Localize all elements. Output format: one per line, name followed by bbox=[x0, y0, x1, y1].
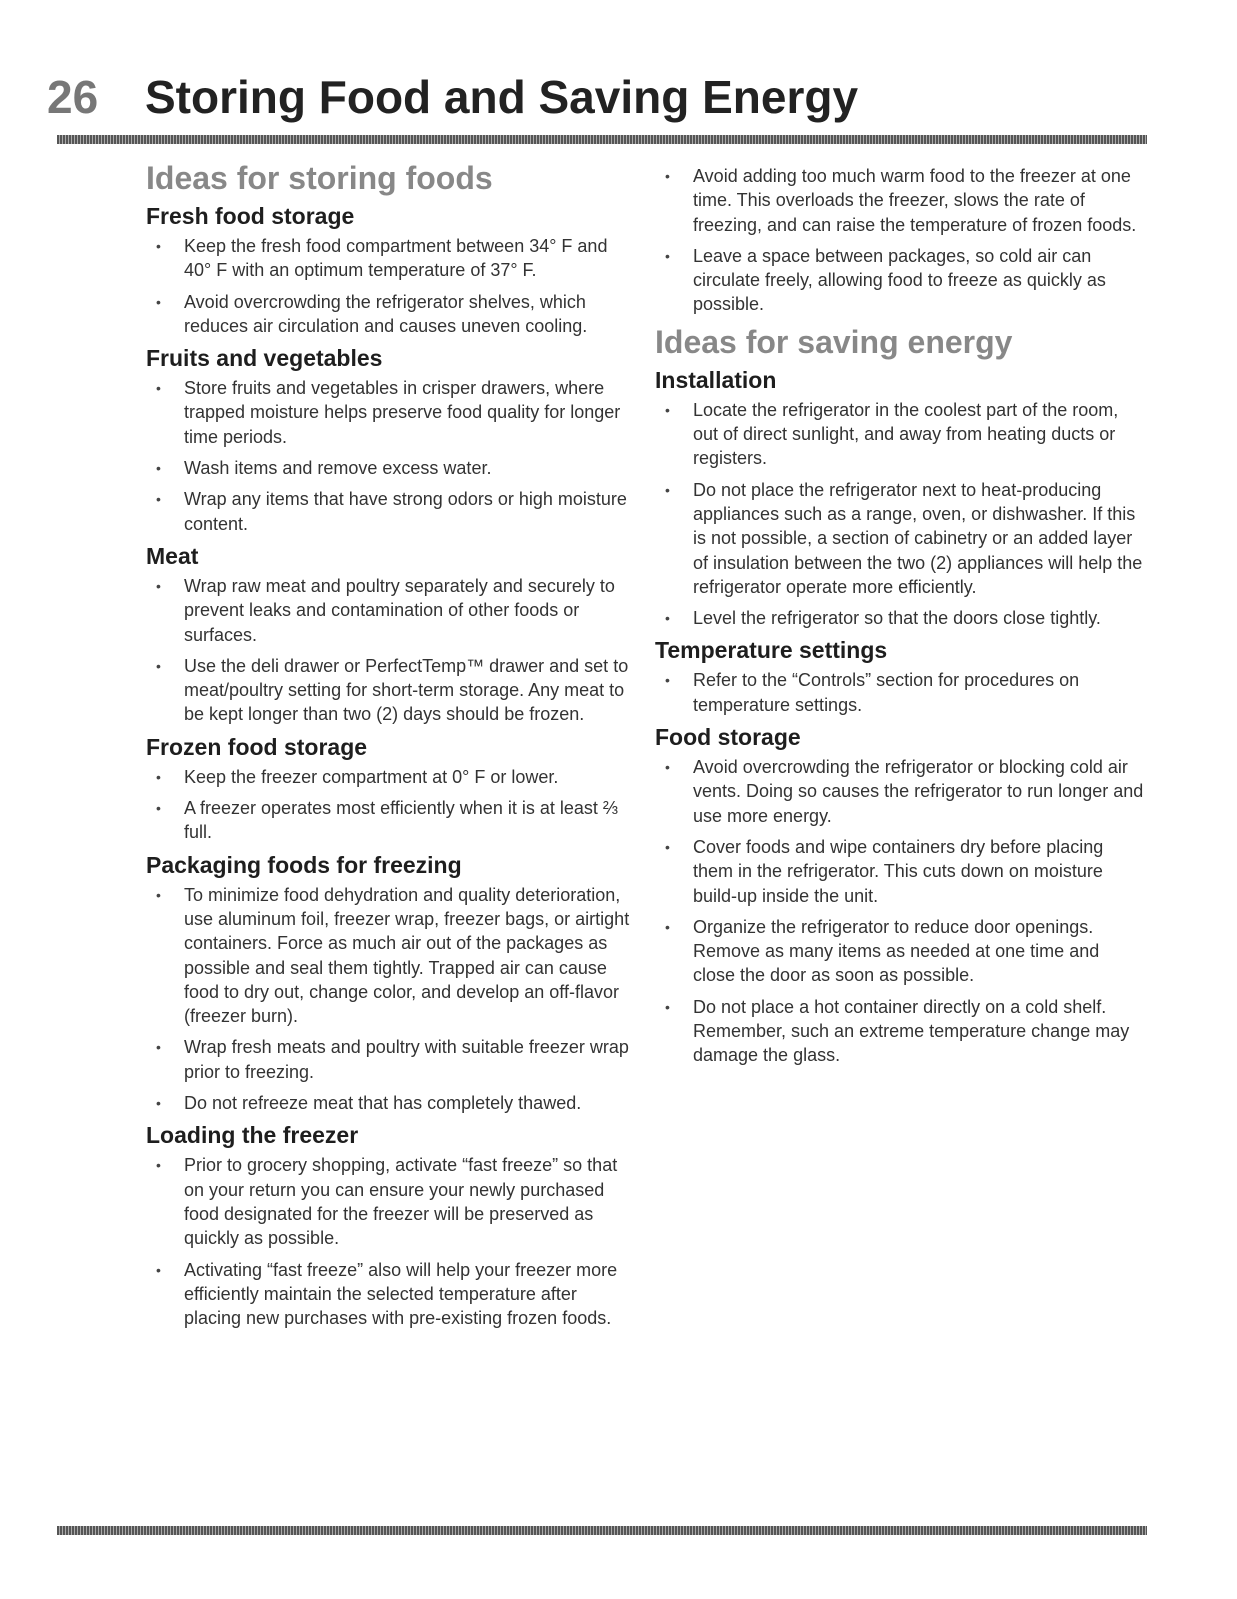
fresh-food-storage-list bbox=[146, 234, 636, 338]
meat-heading: Meat bbox=[146, 542, 199, 569]
list-item: • Refer to the “Controls” section for procedures on temperature settings. bbox=[693, 668, 1145, 717]
packaging-foods-heading: Packaging foods for freezing bbox=[146, 851, 462, 878]
food-storage-heading: Food storage bbox=[655, 724, 801, 751]
list-item: • Use the deli drawer or PerfectTemp™ drawer and set to meat/poultry setting for short-term storage. Any meat to be kept longer than two (2) days should be frozen. bbox=[184, 654, 636, 727]
packaging-foods-list bbox=[146, 883, 636, 1116]
list-item: • Do not refreeze meat that has completely thawed. bbox=[184, 1091, 636, 1115]
list-item: • A freezer operates most efficiently when it is at least ⅔ full. bbox=[184, 796, 636, 845]
meat-list bbox=[146, 574, 636, 727]
page-header bbox=[47, 62, 1147, 132]
list-item: • Keep the fresh food compartment between 34° F and 40° F with an optimum temperature of 37° F. bbox=[184, 234, 636, 283]
fruits-vegetables-list bbox=[146, 376, 636, 536]
list-item: • Wash items and remove excess water. bbox=[184, 456, 636, 480]
temperature-settings-list bbox=[655, 668, 1145, 717]
list-item: • Avoid overcrowding the refrigerator shelves, which reduces air circulation and causes uneven cooling. bbox=[184, 290, 636, 339]
list-item: • Cover foods and wipe containers dry before placing them in the refrigerator. This cuts down on moisture build-up inside the unit. bbox=[693, 835, 1145, 908]
list-item: • Store fruits and vegetables in crisper drawers, where trapped moisture helps preserve food quality for longer time periods. bbox=[184, 376, 636, 449]
storing-foods-heading: Ideas for storing foods bbox=[146, 160, 493, 196]
frozen-food-storage-list bbox=[146, 765, 636, 845]
bottom-divider bbox=[57, 1526, 1147, 1535]
left-column bbox=[146, 150, 636, 1337]
list-item: • Activating “fast freeze” also will help your freezer more efficiently maintain the selected temperature after placing new purchases with pre-existing frozen foods. bbox=[184, 1258, 636, 1331]
loading-freezer-list bbox=[146, 1153, 636, 1330]
freezer-loading-continued-list bbox=[655, 164, 1145, 317]
list-item: • Wrap any items that have strong odors or high moisture content. bbox=[184, 487, 636, 536]
list-item: • Wrap raw meat and poultry separately and securely to prevent leaks and contamination of other foods or surfaces. bbox=[184, 574, 636, 647]
top-divider bbox=[57, 135, 1147, 144]
right-column bbox=[655, 150, 1145, 1075]
list-item: • Wrap fresh meats and poultry with suitable freezer wrap prior to freezing. bbox=[184, 1035, 636, 1084]
list-item: • Locate the refrigerator in the coolest part of the room, out of direct sunlight, and away from heating ducts or registers. bbox=[693, 398, 1145, 471]
installation-heading: Installation bbox=[655, 366, 777, 393]
list-item: • Do not place the refrigerator next to heat-producing appliances such as a range, oven, or dishwasher. If this is not possible, a section of cabinetry or an added layer of insulation between the two (2) appliances will help the refrigerator operate more efficiently. bbox=[693, 478, 1145, 599]
saving-energy-heading: Ideas for saving energy bbox=[655, 323, 1013, 360]
list-item: • Avoid adding too much warm food to the freezer at one time. This overloads the freezer, slows the rate of freezing, and can raise the temperature of frozen foods. bbox=[693, 164, 1145, 237]
fruits-vegetables-heading: Fruits and vegetables bbox=[146, 345, 383, 372]
list-item: • Keep the freezer compartment at 0° F or lower. bbox=[184, 765, 636, 789]
page-title: Storing Food and Saving Energy bbox=[145, 71, 859, 123]
loading-freezer-heading: Loading the freezer bbox=[146, 1122, 359, 1149]
list-item: • Organize the refrigerator to reduce door openings. Remove as many items as needed at one time and close the door as soon as possible. bbox=[693, 915, 1145, 988]
temperature-settings-heading: Temperature settings bbox=[655, 637, 888, 664]
list-item: • Avoid overcrowding the refrigerator or blocking cold air vents. Doing so causes the refrigerator to run longer and use more energy. bbox=[693, 755, 1145, 828]
installation-list bbox=[655, 398, 1145, 631]
list-item: • Level the refrigerator so that the doors close tightly. bbox=[693, 606, 1145, 630]
list-item: • Prior to grocery shopping, activate “fast freeze” so that on your return you can ensure your newly purchased food designated for the freezer will be preserved as quickly as possible. bbox=[184, 1153, 636, 1250]
page-number: 26 bbox=[47, 71, 99, 123]
food-storage-list bbox=[655, 755, 1145, 1068]
frozen-food-storage-heading: Frozen food storage bbox=[146, 733, 368, 760]
list-item: • Leave a space between packages, so cold air can circulate freely, allowing food to freeze as quickly as possible. bbox=[693, 244, 1145, 317]
list-item: • To minimize food dehydration and quality deterioration, use aluminum foil, freezer wrap, freezer bags, or airtight containers. Force as much air out of the packages as possible and seal them tightly. Trapped air can cause food to dry out, change color, and develop an off-flavor (freezer burn). bbox=[184, 883, 636, 1029]
list-item: • Do not place a hot container directly on a cold shelf. Remember, such an extreme temperature change may damage the glass. bbox=[693, 995, 1145, 1068]
fresh-food-storage-heading: Fresh food storage bbox=[146, 203, 355, 229]
